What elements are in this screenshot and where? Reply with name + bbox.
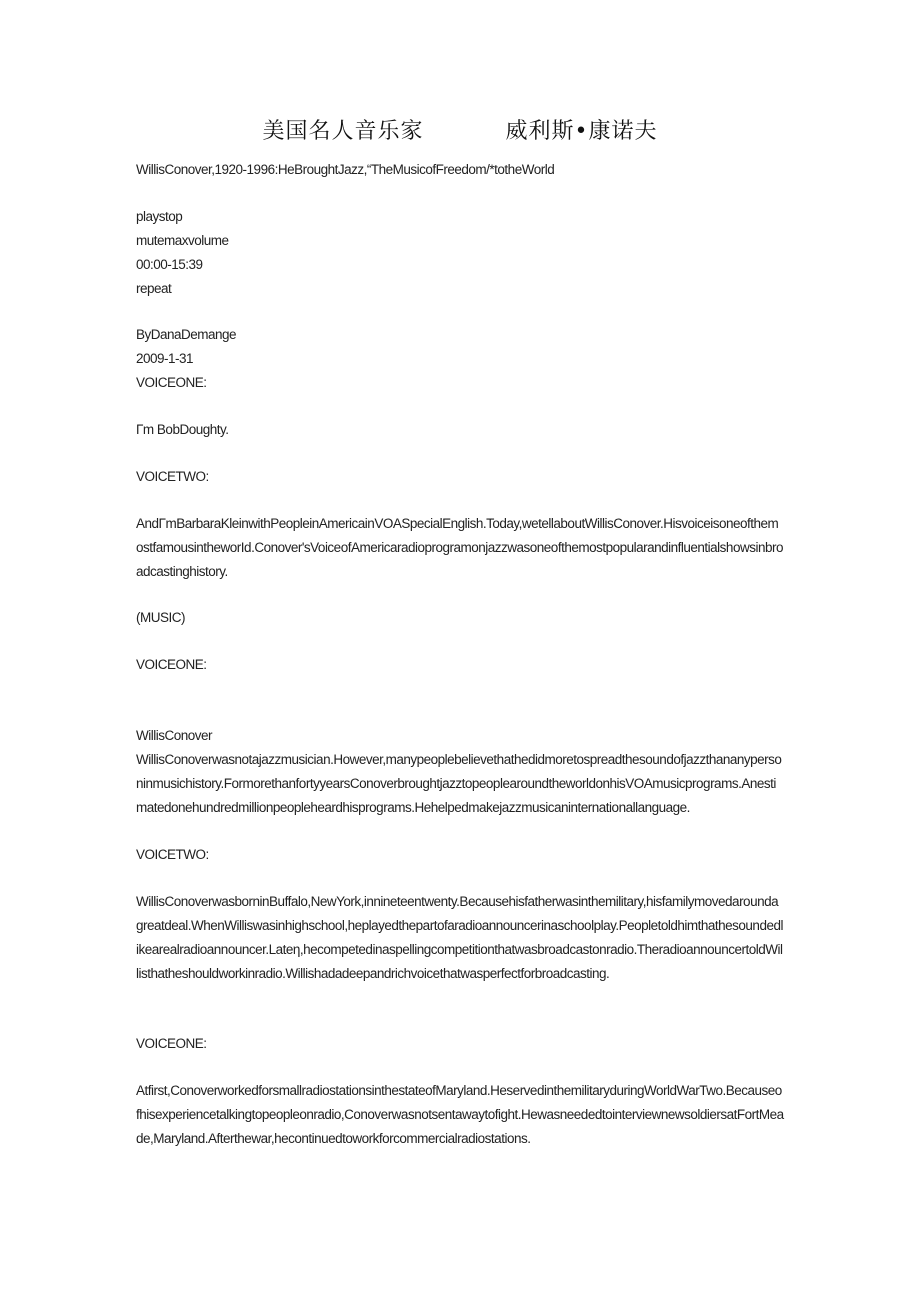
article-meta <box>136 323 784 395</box>
audio-player-controls <box>136 205 784 301</box>
player-repeat[interactable]: repeat <box>136 281 172 296</box>
speaker-label: VOICEONE: <box>136 1036 207 1051</box>
page-title <box>0 114 920 145</box>
intro-voice-one: Γm BobDoughty. <box>136 422 229 437</box>
paragraph-1: WillisConoverwasnotajazzmusician.However,manypeoplebelievethathedidmoretospreadthesoundofjazzthananypersoninmusichistory.FormorethanfortyyearsConoverbroughtjazztopeoplearoundtheworldonhisVOAmusicprograms.Anestimatedonehundredmillionpeopleheardhisprograms.Hehelpedmakejazzmusicaninternationallanguage. <box>136 752 782 815</box>
headline: WillisConover,1920-1996:HeBroughtJazz,“TheMusicofFreedom/*totheWorld <box>136 162 555 177</box>
byline: ByDanaDemange <box>136 327 237 342</box>
title-chinese-category: 美国名人音乐家 <box>262 119 424 144</box>
speaker-label: VOICETWO: <box>136 847 209 862</box>
image-caption: WillisConover <box>136 728 213 743</box>
paragraph-3: Atfirst,ConoverworkedforsmallradiostationsinthestateofMaryland.HeservedinthemilitaryduringWorldWarTwo.Becauseofhisexperiencetalkingtopeopleonradio,Conoverwasnotsentawaytofight.HewasneededtointerviewnewsoldiersatFortMeade,Maryland.Afterthewar,hecontinuedtoworkforcommercialradiostations. <box>136 1083 784 1146</box>
music-cue: (MUSIC) <box>136 610 185 625</box>
player-mute-volume[interactable]: mutemaxvolume <box>136 233 229 248</box>
date: 2009-1-31 <box>136 351 194 366</box>
title-chinese-name: 威利斯•康诺夫 <box>505 119 658 144</box>
player-time: 00:00-15:39 <box>136 257 203 272</box>
player-play-stop[interactable]: playstop <box>136 209 183 224</box>
intro-paragraph: AndΓmBarbaraKleinwithPeopleinAmericainVOASpecialEnglish.Today,wetellaboutWillisConover.HisvoiceisoneofthemostfamousintheworId.Conover'sVoiceofAmericaradioprogramonjazzwasoneofthemostpopularandinfluentialshowsinbroadcastinghistory. <box>136 516 783 579</box>
speaker-label: VOICETWO: <box>136 469 209 484</box>
speaker-label: VOICEONE: <box>136 375 207 390</box>
paragraph-2: WillisConoverwasborninBuffalo,NewYork,inninetеentwenty.Becausehisfatherwasinthemilitary,hisfamilymovedaroundagreatdeal.WhenWilliswasinhighschool,heplayedthepartofaradioannouncerinaschoolplay.Peopletoldhimthathesoundedlikearealradioannouncer.Latеη,hecompetedinaspellingcompetitionthatwasbroadcastonradio.TheradioannouncertoldWillisthatheshouldworkinradio.Willishadadeepandrichvoicethatwasperfectforbroadcasting. <box>136 894 783 981</box>
speaker-label: VOICEONE: <box>136 657 207 672</box>
